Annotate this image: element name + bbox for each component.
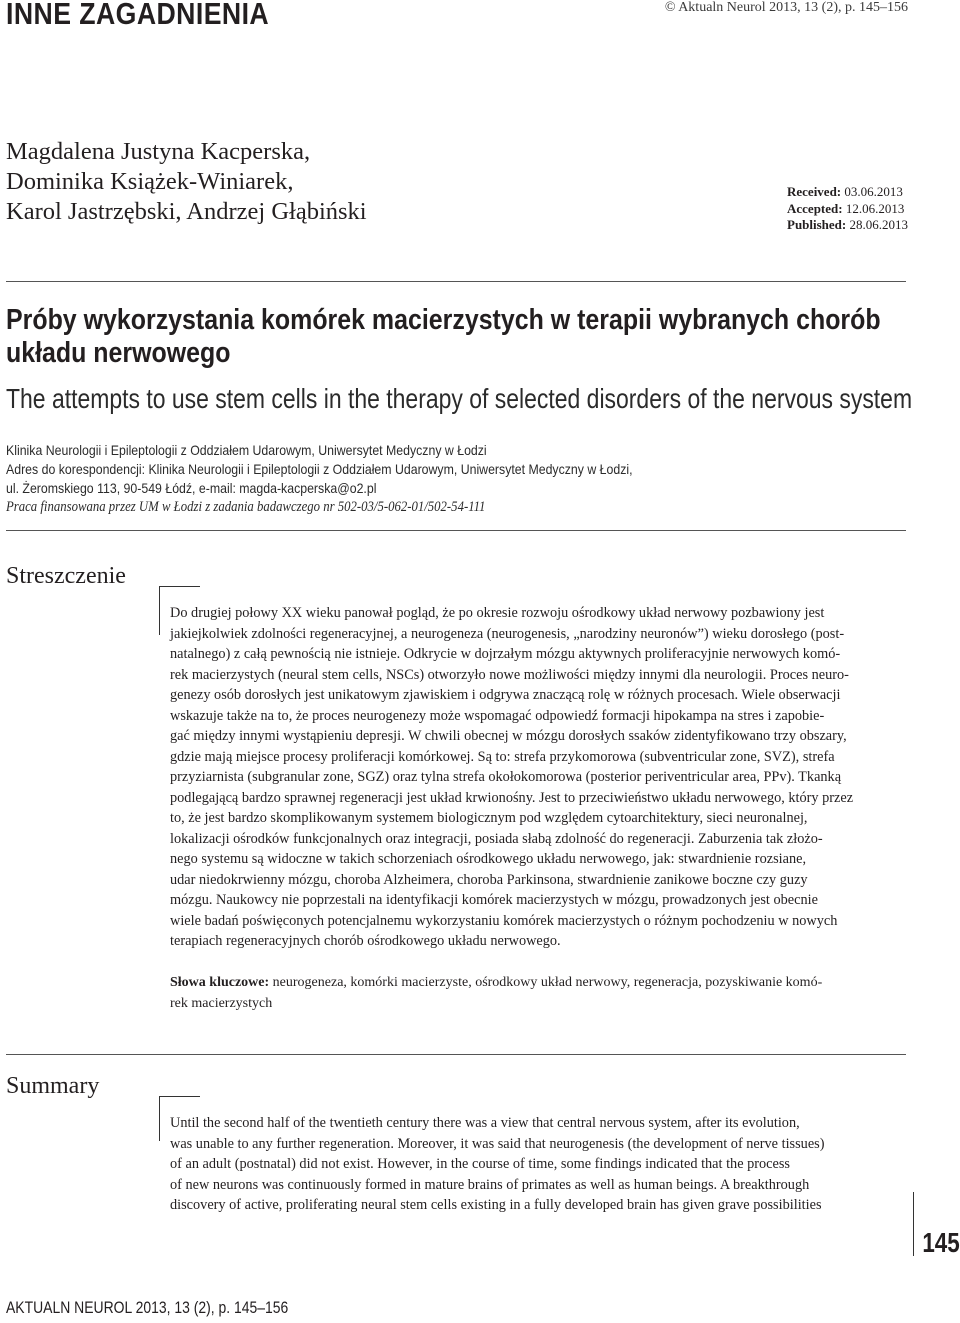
text-line: wiele badań poświęconych potencjalnemu wykorzystaniu komórek macierzystych o różnym pochodzeniu w nowych [170, 912, 838, 929]
text-line: przyziarnista (subgranular zone, SGZ) oraz tylna strefa okołokomorowa (posterior periventricular area, PPv). Tkanką [170, 769, 842, 785]
page-number: 145 [922, 1227, 960, 1258]
correspondence-email: ul. Żeromskiego 113, 90-549 Łódź, e-mail: magda-kacperska@o2.pl [6, 480, 377, 496]
text-line: gdzie mają miejsce procesy proliferacji komórkowej. Są to: strefa przykomorowa (subventricular zone, SVZ), strefa [170, 748, 835, 765]
text-line: genezy osób dorosłych jest unikatowym zjawiskiem i odgrywa znaczącą rolę w różnych procesach. Wiele obserwacji [170, 687, 841, 703]
journal-citation: © Aktualn Neurol 2013, 13 (2), p. 145–156 [664, 0, 908, 15]
page-number-rule [913, 1192, 914, 1256]
text-line: rek macierzystych (neural stem cells, NSCs) otworzyło nowe możliwości między innymi dla neurologii. Proces neuro- [170, 666, 849, 683]
text-line: to, że jest bardzo skomplikowanym systemem biologicznym pod względem cytoarchitektury, sieci neuronalnej, [170, 810, 808, 826]
section-label: INNE ZAGADNIENIA [6, 0, 270, 31]
text-line: jakiejkolwiek zdolności regeneracyjnej, a neurogeneza (neurogenesis, „narodziny neuronów”) wieku dorosłego (post- [170, 625, 845, 642]
section-heading-summary: Summary [6, 1073, 100, 1099]
text-line: udar niedokrwienny mózgu, choroba Alzheimera, choroba Parkinsona, stwardnienie zanikowe boczne czy guzy [170, 871, 808, 888]
text-line: Until the second half of the twentieth century there was a view that central nervous system, after its evolution, [170, 1115, 800, 1131]
text-line: of new neurons was continuously formed in mature brains of primates as well as human beings. A breakthrough [170, 1176, 810, 1193]
keywords-line: rek macierzystych [170, 995, 273, 1011]
authors [6, 137, 367, 227]
title-english: The attempts to use stem cells in the therapy of selected disorders of the nervous system [6, 383, 913, 414]
date-accepted: Accepted: 12.06.2013 [787, 200, 905, 216]
text-line: of an adult (postnatal) did not exist. However, in the course of time, some findings indicated that the process [170, 1156, 790, 1172]
affiliation-block [6, 441, 886, 517]
section-heading-streszczenie: Streszczenie [6, 563, 126, 589]
text-line: gać między innymi wystąpieniu depresji. W chwili obecnej w mózgu dorosłych ssaków zidentyfikowano trzy obszary, [170, 728, 847, 744]
correspondence-address: Adres do korespondencji: Klinika Neurologii i Epileptologii z Oddziałem Udarowym, Uniwersytet Medyczny w Łodzi, [6, 461, 633, 477]
divider [6, 281, 906, 282]
publication-dates [787, 184, 908, 234]
footer-citation: AKTUALN NEUROL 2013, 13 (2), p. 145–156 [6, 1298, 289, 1317]
text-line: terapiach regeneracyjnych chorób ośrodkowego układu nerwowego. [170, 933, 561, 949]
keywords-block [170, 973, 910, 1014]
abstract-en [170, 1113, 910, 1216]
text-line: mózgu. Naukowcy nie poprzestali na identyfikacji komórek macierzystych w mózgu, prowadzonych jest obecnie [170, 892, 818, 908]
keywords-label: Słowa kluczowe: [170, 975, 270, 990]
abstract-pl [170, 603, 910, 952]
date-published: Published: 28.06.2013 [787, 217, 908, 232]
author-line: Magdalena Justyna Kacperska, [6, 138, 311, 165]
author-line: Dominika Książek-Winiarek, [6, 168, 294, 195]
title-polish: Próby wykorzystania komórek macierzystych w terapii wybranych chorób układu nerwowego [6, 304, 881, 369]
divider [6, 1054, 906, 1055]
author-line: Karol Jastrzębski, Andrzej Głąbiński [6, 198, 367, 225]
text-line: nego systemu są widoczne w takich schorzeniach ośrodkowego układu nerwowego, jak: stwardnienie rozsiane, [170, 851, 807, 867]
text-line: was unable to any further regeneration. Moreover, it was said that neurogenesis (the development of nerve tissues) [170, 1135, 825, 1152]
text-line: lokalizacji ośrodków funkcjonalnych oraz integracji, posiada słabą zdolność do regeneracji. Zaburzenia tak złożo- [170, 830, 823, 847]
text-line: wskazuje także na to, że proces neurogenezy może wspomagać odpowiedź formacji hipokampa na stres i zapobie- [170, 707, 825, 724]
text-line: podlegającą bardzo sprawnej regeneracji jest układ krwionośny. Jest to przeciwieństwo układu nerwowego, który przez [170, 789, 854, 806]
date-received: Received: 03.06.2013 [787, 184, 903, 199]
funding-note: Praca finansowana przez UM w Łodzi z zadania badawczego nr 502-03/5-062-01/502-54-111 [6, 499, 486, 515]
affiliation: Klinika Neurologii i Epileptologii z Oddziałem Udarowym, Uniwersytet Medyczny w Łodzi [6, 442, 487, 458]
keywords-line: Słowa kluczowe: neurogeneza, komórki macierzyste, ośrodkowy układ nerwowy, regeneracja, pozyskiwanie komó- [170, 975, 823, 990]
text-line: Do drugiej połowy XX wieku panował pogląd, że po okresie rozwoju ośrodkowy układ nerwowy pozbawiony jest [170, 605, 825, 621]
text-line: discovery of active, proliferating neural stem cells existing in a fully developed brain has given grave possibilities [170, 1197, 822, 1213]
text-line: natalnego) z całą pewnością nie istnieje. Odkrycie w dojrzałym mózgu aktywnych proliferacyjnie nerwowych komó- [170, 646, 841, 662]
divider [6, 530, 906, 531]
